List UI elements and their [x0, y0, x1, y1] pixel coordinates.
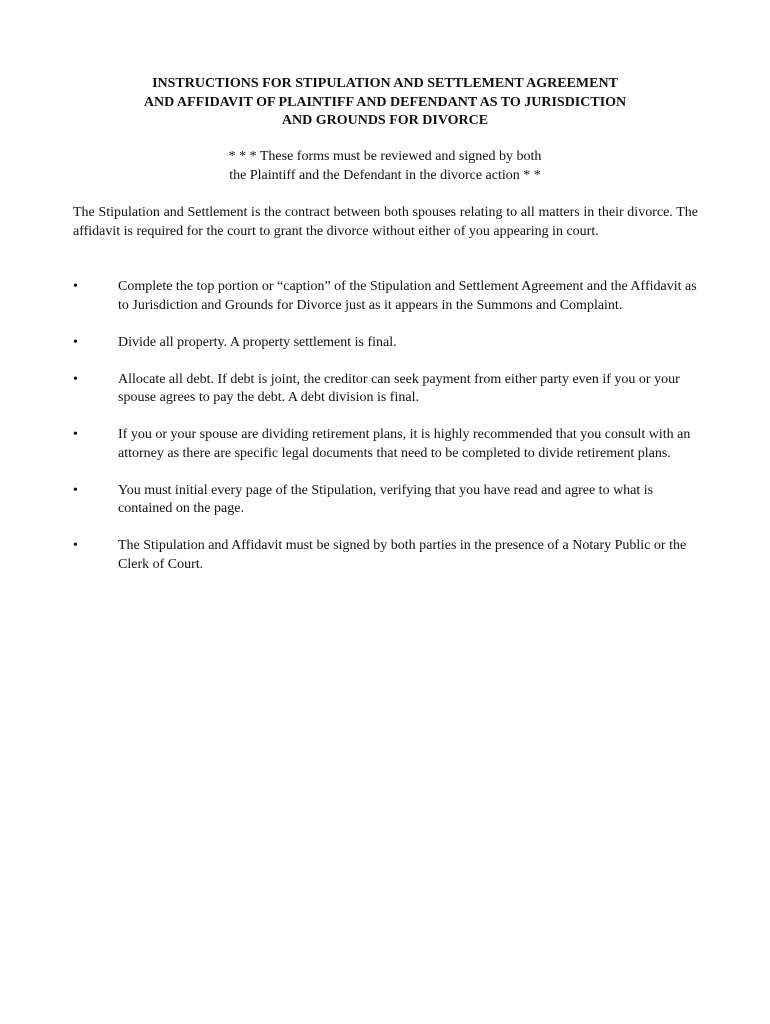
note-line-2: the Plaintiff and the Defendant in the divorce action * * [229, 167, 541, 183]
bullet-icon: • [73, 279, 78, 294]
title-line-3: AND GROUNDS FOR DIVORCE [281, 113, 489, 128]
list-item-text: Divide all property. A property settlement is final. [118, 334, 397, 350]
bullet-icon: • [73, 334, 78, 350]
list-item [73, 482, 698, 519]
title-line-1: INSTRUCTIONS FOR STIPULATION AND SETTLEMENT AGREEMENT [152, 76, 618, 91]
bullet-icon: • [73, 538, 78, 553]
list-item [73, 537, 698, 574]
intro-paragraph: The Stipulation and Settlement is the contract between both spouses relating to all matters in their divorce. The affidavit is required for the court to grant the divorce without either of you appearing in court. [73, 205, 698, 239]
list-item [73, 278, 698, 315]
instruction-list [73, 278, 698, 593]
signature-note [0, 148, 770, 185]
note-line-1: * * * These forms must be reviewed and signed by both [228, 149, 542, 164]
document-title [0, 75, 770, 131]
bullet-icon: • [73, 371, 78, 387]
bullet-icon: • [73, 482, 78, 498]
list-item [73, 426, 698, 463]
list-item-text: You must initial every page of the Stipulation, verifying that you have read and agree to what is contained on the page. [118, 482, 654, 516]
title-line-2: AND AFFIDAVIT OF PLAINTIFF AND DEFENDANT AS TO JURISDICTION [143, 94, 627, 110]
list-item-text: Allocate all debt. If debt is joint, the creditor can seek payment from either party even if you or your spouse agrees to pay the debt. A debt division is final. [118, 371, 680, 405]
list-item-text: Complete the top portion or “caption” of the Stipulation and Settlement Agreement and the Affidavit as to Jurisdiction and Grounds for Divorce just as it appears in the Summons and Complaint. [118, 279, 697, 313]
list-item-text: If you or your spouse are dividing retirement plans, it is highly recommended that you consult with an attorney as there are specific legal documents that need to be completed to divide retirement plans. [118, 427, 691, 461]
list-item [73, 334, 698, 353]
list-item [73, 371, 698, 408]
bullet-icon: • [73, 427, 78, 442]
list-item-text: The Stipulation and Affidavit must be signed by both parties in the presence of a Notary Public or the Clerk of Court. [118, 538, 687, 572]
